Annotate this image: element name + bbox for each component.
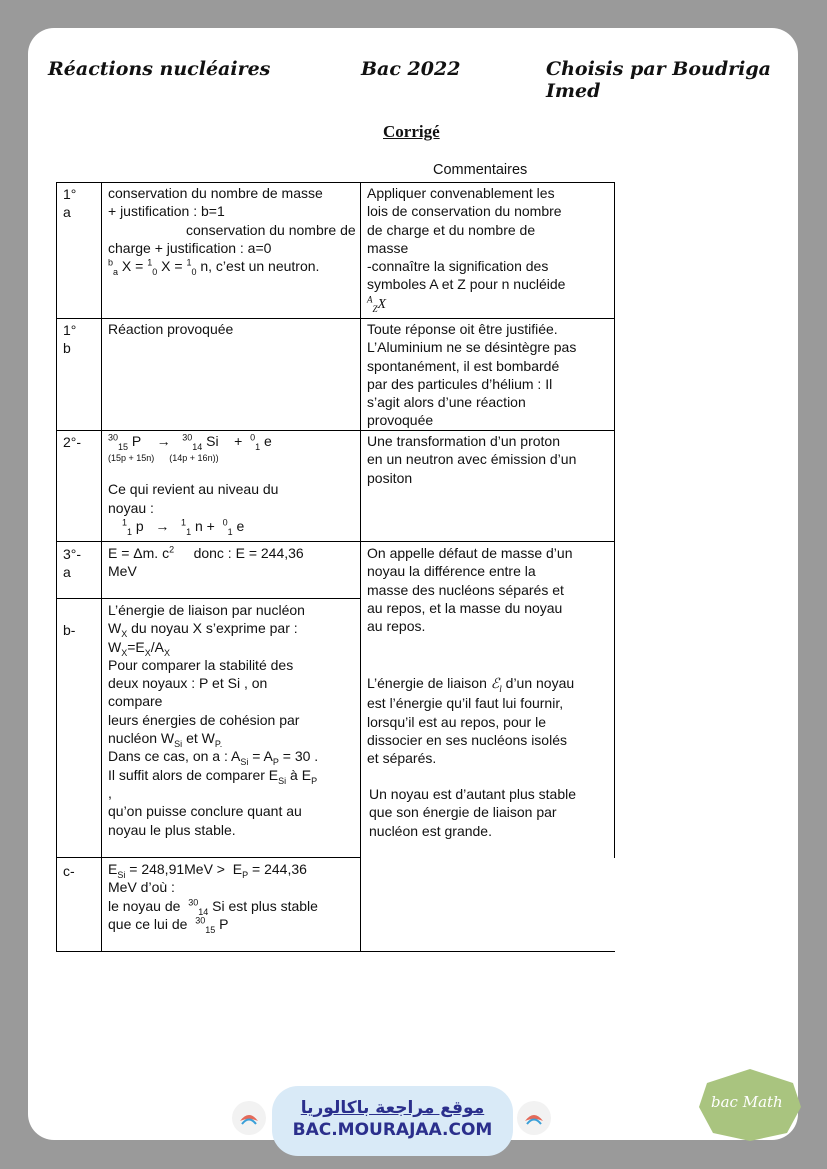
row-3a-comment: On appelle défaut de masse d’un noyau la différence entre la masse des nucléons séparés et au repos, et la masse du noyau au repos.: [367, 545, 573, 635]
row-b-number: b-: [63, 622, 76, 638]
row-1a-comment: Appliquer convenablement les lois de conservation du nombre de charge et du nombre de masse -connaître la signification des symboles A et Z pour n nucléide $^A_Z$X: [367, 184, 612, 314]
bac-math-badge: [697, 1067, 803, 1143]
logo-icon-left: [232, 1101, 266, 1135]
row-1b-comment: Toute réponse oit être justifiée. L’Aluminium ne se désintègre pas spontanément, il est bombardé par des particules d’hélium : Il s’agit alors d’une réaction provoquée: [367, 321, 577, 429]
row-b-answer: L’énergie de liaison par nucléon $W_X$ du noyau X s’exprime par : $W_X=E_X/A_X$ Pour comparer la stabilité des deux noyaux : P et Si , on compare leurs énergies de cohésion par nucléon $W_{Si}$ et $W_{P.}$ Dans ce cas, on a : $A_{Si} = A_P = 30$ . Il suffit alors de comparer $E_{Si}$ à $E_P$ , qu’on puisse conclure quant au noyau le plus stable.: [108, 602, 319, 838]
badge-text: bac Math: [711, 1093, 783, 1111]
row-2-comment: Une transformation d’un proton en un neutron avec émission d’un positon: [367, 433, 577, 486]
row-2-number: 2°-: [63, 434, 82, 450]
footer-banner[interactable]: [272, 1086, 513, 1156]
decay-equation: $^{30}_{15}$ P → $^{30}_{14}$ Si + $^0_1$ e: [108, 432, 272, 452]
header-center: Bac 2022: [361, 58, 461, 80]
row-b-comment-energy: L’énergie de liaison ℰ$_l$ d’un noyau est l’énergie qu’il faut lui fournir, lorsqu’il est au repos, pour le dissocier en ses nucléons isolés et séparés.: [367, 675, 575, 767]
row-b-comment-stability: Un noyau est d’autant plus stable que son énergie de liaison par nucléon est grande.: [369, 786, 577, 839]
row-1b-number: 1° b: [63, 322, 77, 356]
header-left: Réactions nucléaires: [48, 58, 271, 80]
row-3a-answer: E = Δm. $c^2$ donc : E = 244,36 MeV: [108, 544, 304, 580]
row-3a-number: 3°- a: [63, 546, 82, 580]
nucleon-counts: (15p + 15n) (14p + 16n)): [108, 453, 219, 464]
row-1b-answer: Réaction provoquée: [108, 321, 234, 337]
row-c-number: c-: [63, 863, 75, 879]
row-1a-number: 1° a: [63, 186, 77, 220]
row-c-answer: $E_{Si} = 248,91MeV > E_P = 244,36$ MeV d’où : le noyau de $^{30}_{14}$ Si est plus stable que ce lui de $^{30}_{15}$ P: [108, 861, 318, 935]
proton-equation: $^1_1$ p → $^1_1$ n + $^0_1$ e: [122, 517, 245, 537]
page-title: Corrigé: [383, 122, 440, 141]
logo-icon-right: [517, 1101, 551, 1135]
footer-arabic: موقع مراجعة باكالوريا: [300, 1098, 485, 1118]
comments-label: Commentaires: [433, 162, 528, 178]
row-2-answer: $^{30}_{15}$ P → $^{30}_{14}$ Si + $^0_1$ e (15p + 15n) (14p + 16n)) Ce qui revient au niveau du noyau : $^1_1$ p → $^1_1$ n + $^0_1$ e: [108, 432, 358, 535]
row-1a-answer: conservation du nombre de masse + justification : b=1 conservation du nombre de charge + justification : a=0 $^b_a$ X = $^1_0$ X = $^1_0$ n, c’est un neutron.: [108, 184, 358, 275]
header-right: Choisis par Boudriga Imed: [546, 58, 771, 102]
footer-url[interactable]: BAC.MOURAJAA.COM: [292, 1120, 493, 1140]
nuclide-symbol: $^A_Z$X: [367, 294, 387, 314]
neutron-equation: $^b_a$ X = $^1_0$ X = $^1_0$ n, c’est un neutron.: [108, 257, 320, 277]
